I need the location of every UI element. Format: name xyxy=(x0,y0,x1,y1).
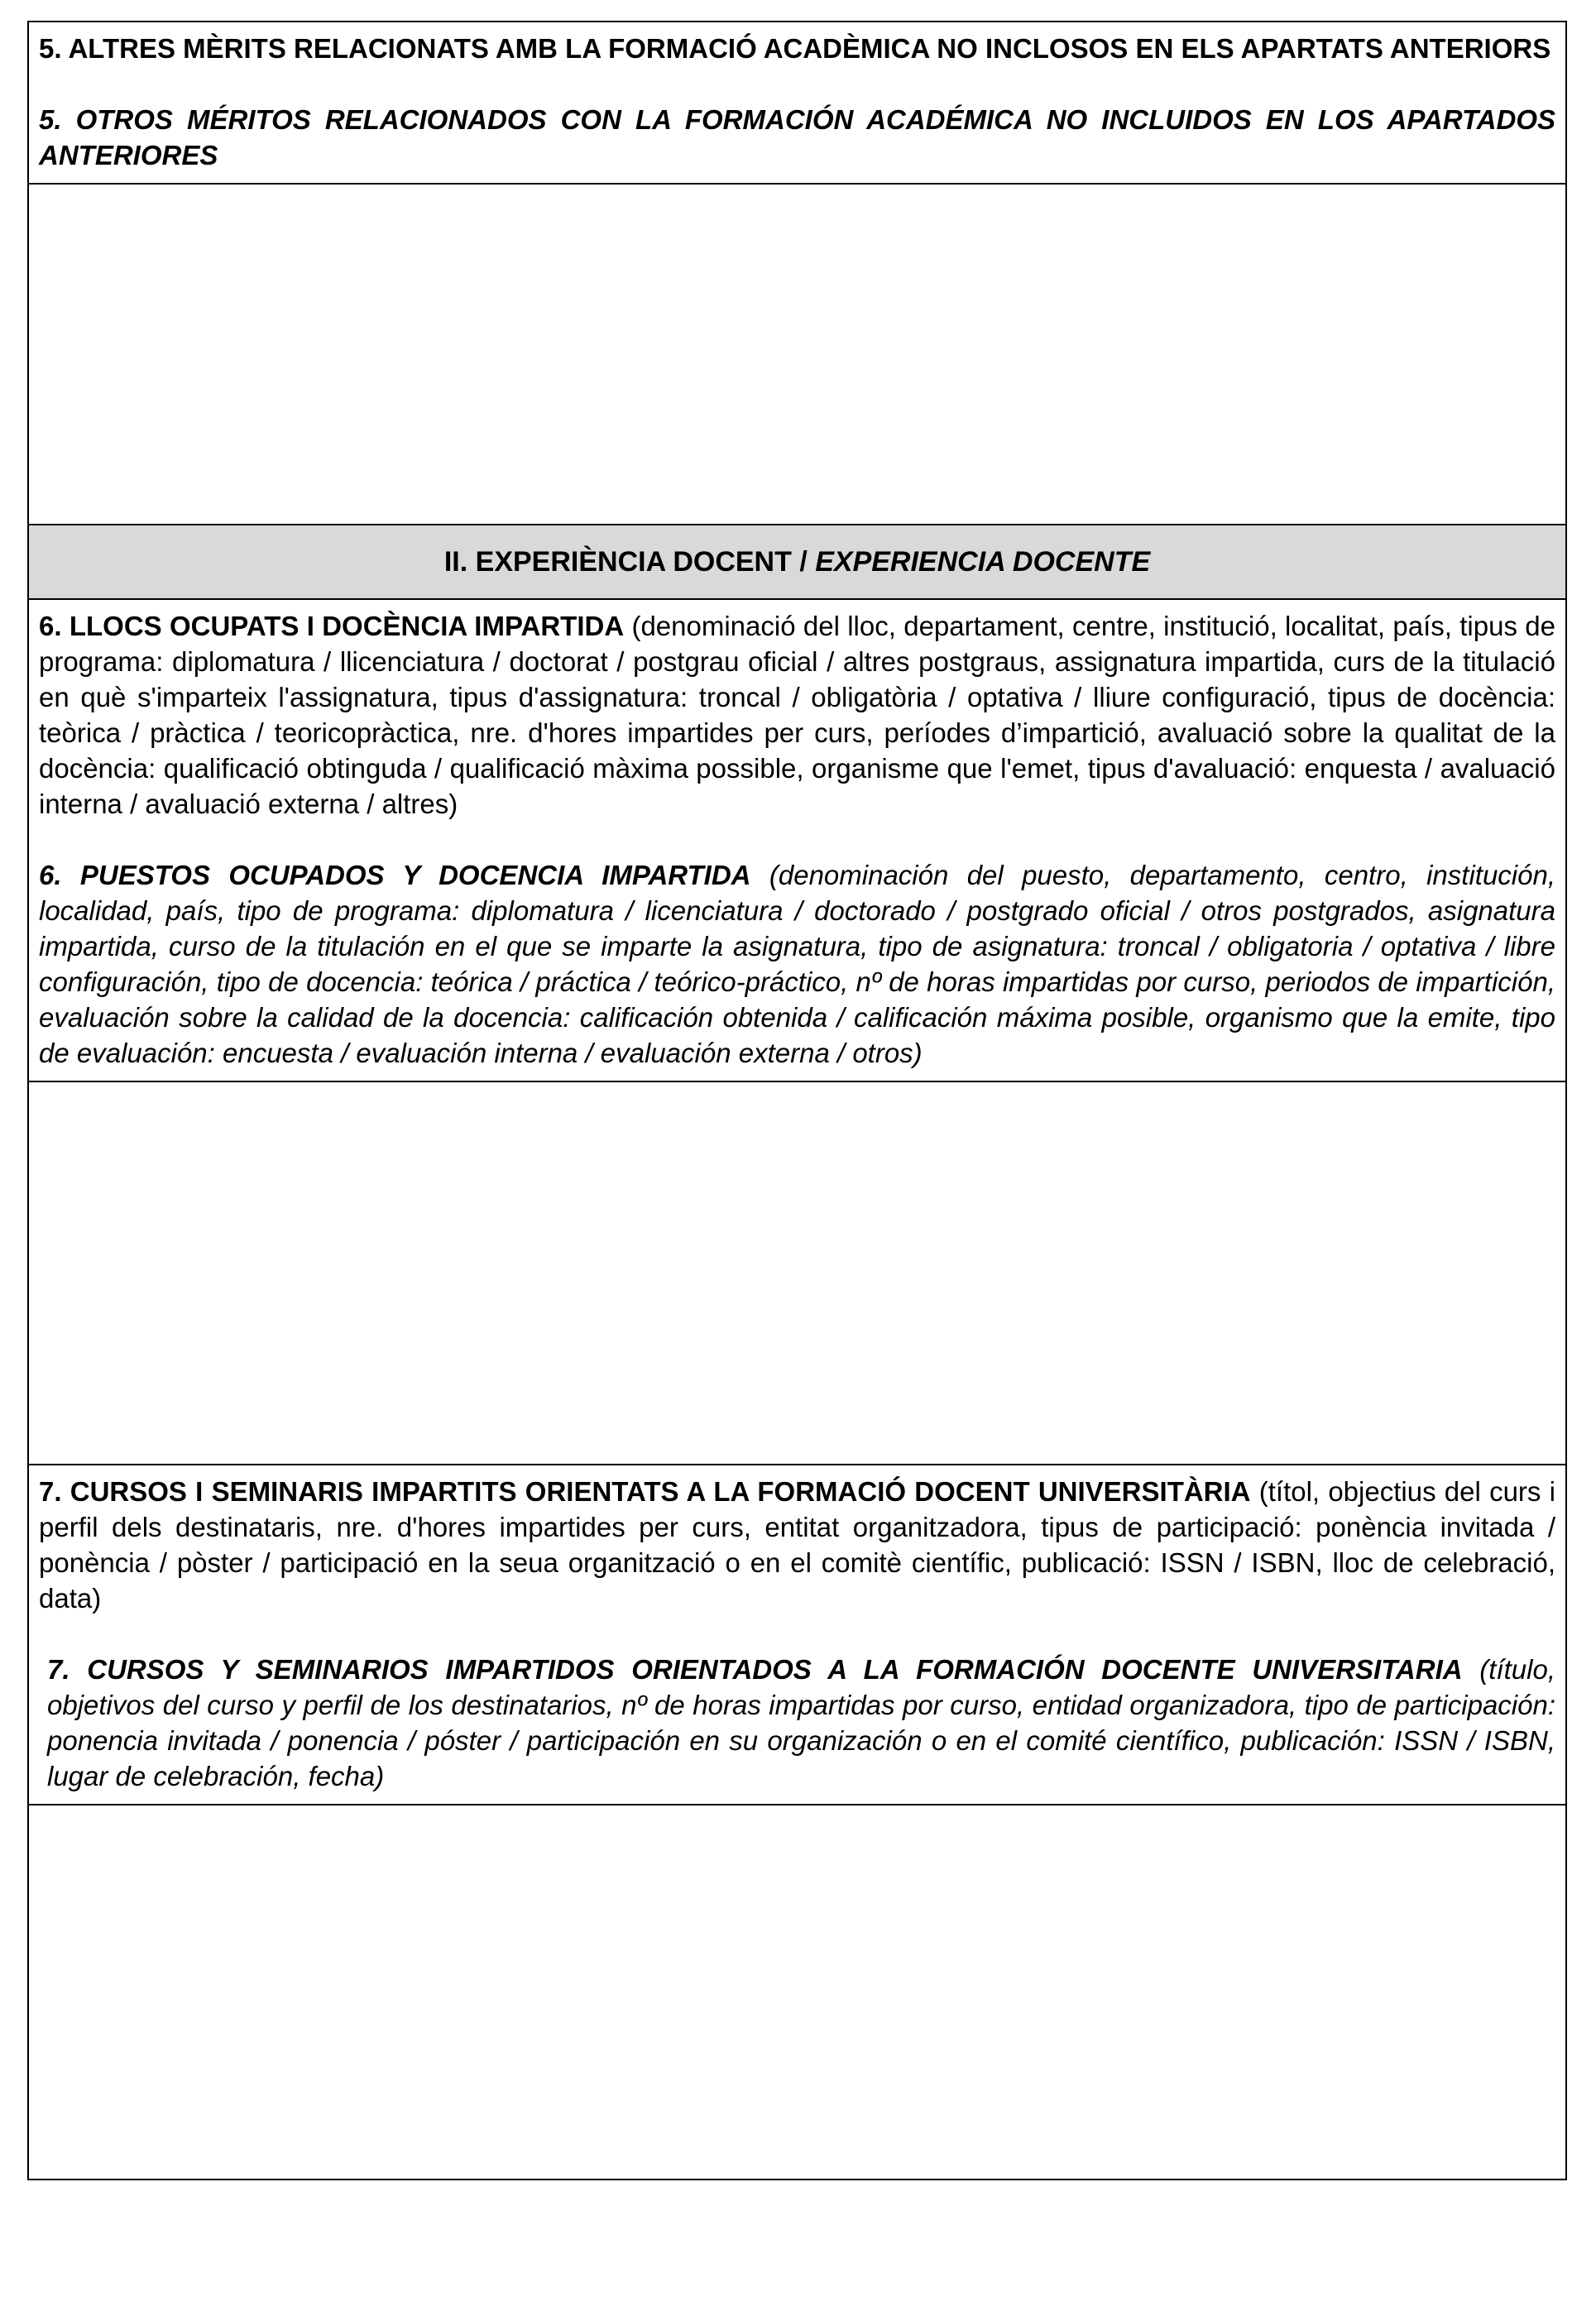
section-6-entry-area[interactable] xyxy=(29,1082,1565,1465)
section-7-desc-es: (título, objetivos del curso y perfil de los destinatarios, nº de horas impartidas por curso, entidad organizadora, tipo de participación: ponencia invitada / ponencia / póster / participación en su organización o en el comité científico, publicación: ISSN / ISBN, lugar de celebración, fecha) xyxy=(47,1654,1555,1791)
section-5-title-ca: 5. ALTRES MÈRITS RELACIONATS AMB LA FORMACIÓ ACADÈMICA NO INCLOSOS EN ELS APARTATS ANTERIORS xyxy=(39,33,1551,64)
part-2-title-es: EXPERIENCIA DOCENTE xyxy=(815,545,1151,578)
section-6-title-ca: 6. LLOCS OCUPATS I DOCÈNCIA IMPARTIDA xyxy=(39,611,625,641)
section-7-desc-ca: (títol, objectius del curs i perfil dels destinataris, nre. d'hores impartides per curs, entitat organitzadora, tipus de participació: ponència invitada / ponència / pòster / participació en la seua organització o en el comitè científic, publicació: ISSN / ISBN, lloc de celebració, data) xyxy=(39,1476,1555,1614)
section-7-es-paragraph xyxy=(39,1652,1555,1794)
section-7-entry-area[interactable] xyxy=(29,1805,1565,2179)
section-5-entry-area[interactable] xyxy=(29,185,1565,525)
section-6-desc-ca: (denominació del lloc, departament, centre, institució, localitat, país, tipus de programa: diplomatura / llicenciatura / doctorat / postgrau oficial / altres postgraus, assignatura impartida, curs de la titulació en què s'imparteix l'assignatura, tipus d'assignatura: troncal / obligatòria / optativa / lliure configuració, tipus de docència: teòrica / pràctica / teoricopràctica, nre. d'hores impartides per curs, períodes d’impartició, avaluació sobre la qualitat de la docència: qualificació obtinguda / qualificació màxima possible, organisme que l'emet, tipus d'avaluació: enquesta / avaluació interna / avaluació externa / altres) xyxy=(39,611,1555,819)
section-6-es-paragraph xyxy=(39,857,1555,1071)
cv-form-table xyxy=(27,21,1567,2180)
section-7-title-es: 7. CURSOS Y SEMINARIOS IMPARTIDOS ORIENTADOS A LA FORMACIÓN DOCENTE UNIVERSITARIA xyxy=(47,1654,1463,1685)
part-2-header xyxy=(29,525,1565,600)
section-7-heading-cell xyxy=(29,1465,1565,1805)
part-2-title-ca: II. EXPERIÈNCIA DOCENT / xyxy=(443,545,816,578)
section-6-desc-es: (denominación del puesto, departamento, centro, institución, localidad, país, tipo de programa: diplomatura / licenciatura / doctorado / postgrado oficial / otros postgrados, asignatura impartida, curso de la titulación en el que se imparte la asignatura, tipo de asignatura: troncal / obligatoria / optativa / libre configuración, tipo de docencia: teórica / práctica / teórico-práctico, nº de horas impartidas por curso, periodos de impartición, evaluación sobre la calidad de la docencia: calificación obtenida / calificación máxima posible, organismo que la emite, tipo de evaluación: encuesta / evaluación interna / evaluación externa / otros) xyxy=(39,860,1556,1068)
section-7-ca-paragraph xyxy=(39,1474,1555,1616)
section-6-ca-paragraph xyxy=(39,608,1555,822)
section-5-title-es: 5. OTROS MÉRITOS RELACIONADOS CON LA FORMACIÓN ACADÉMICA NO INCLUIDOS EN LOS APARTADOS ANTERIORES xyxy=(39,104,1555,170)
section-5-heading-cell xyxy=(29,22,1565,185)
section-7-title-ca: 7. CURSOS I SEMINARIS IMPARTITS ORIENTATS A LA FORMACIÓ DOCENT UNIVERSITÀRIA xyxy=(39,1476,1251,1507)
section-6-heading-cell xyxy=(29,600,1565,1082)
section-6-title-es: 6. PUESTOS OCUPADOS Y DOCENCIA IMPARTIDA xyxy=(39,860,751,890)
